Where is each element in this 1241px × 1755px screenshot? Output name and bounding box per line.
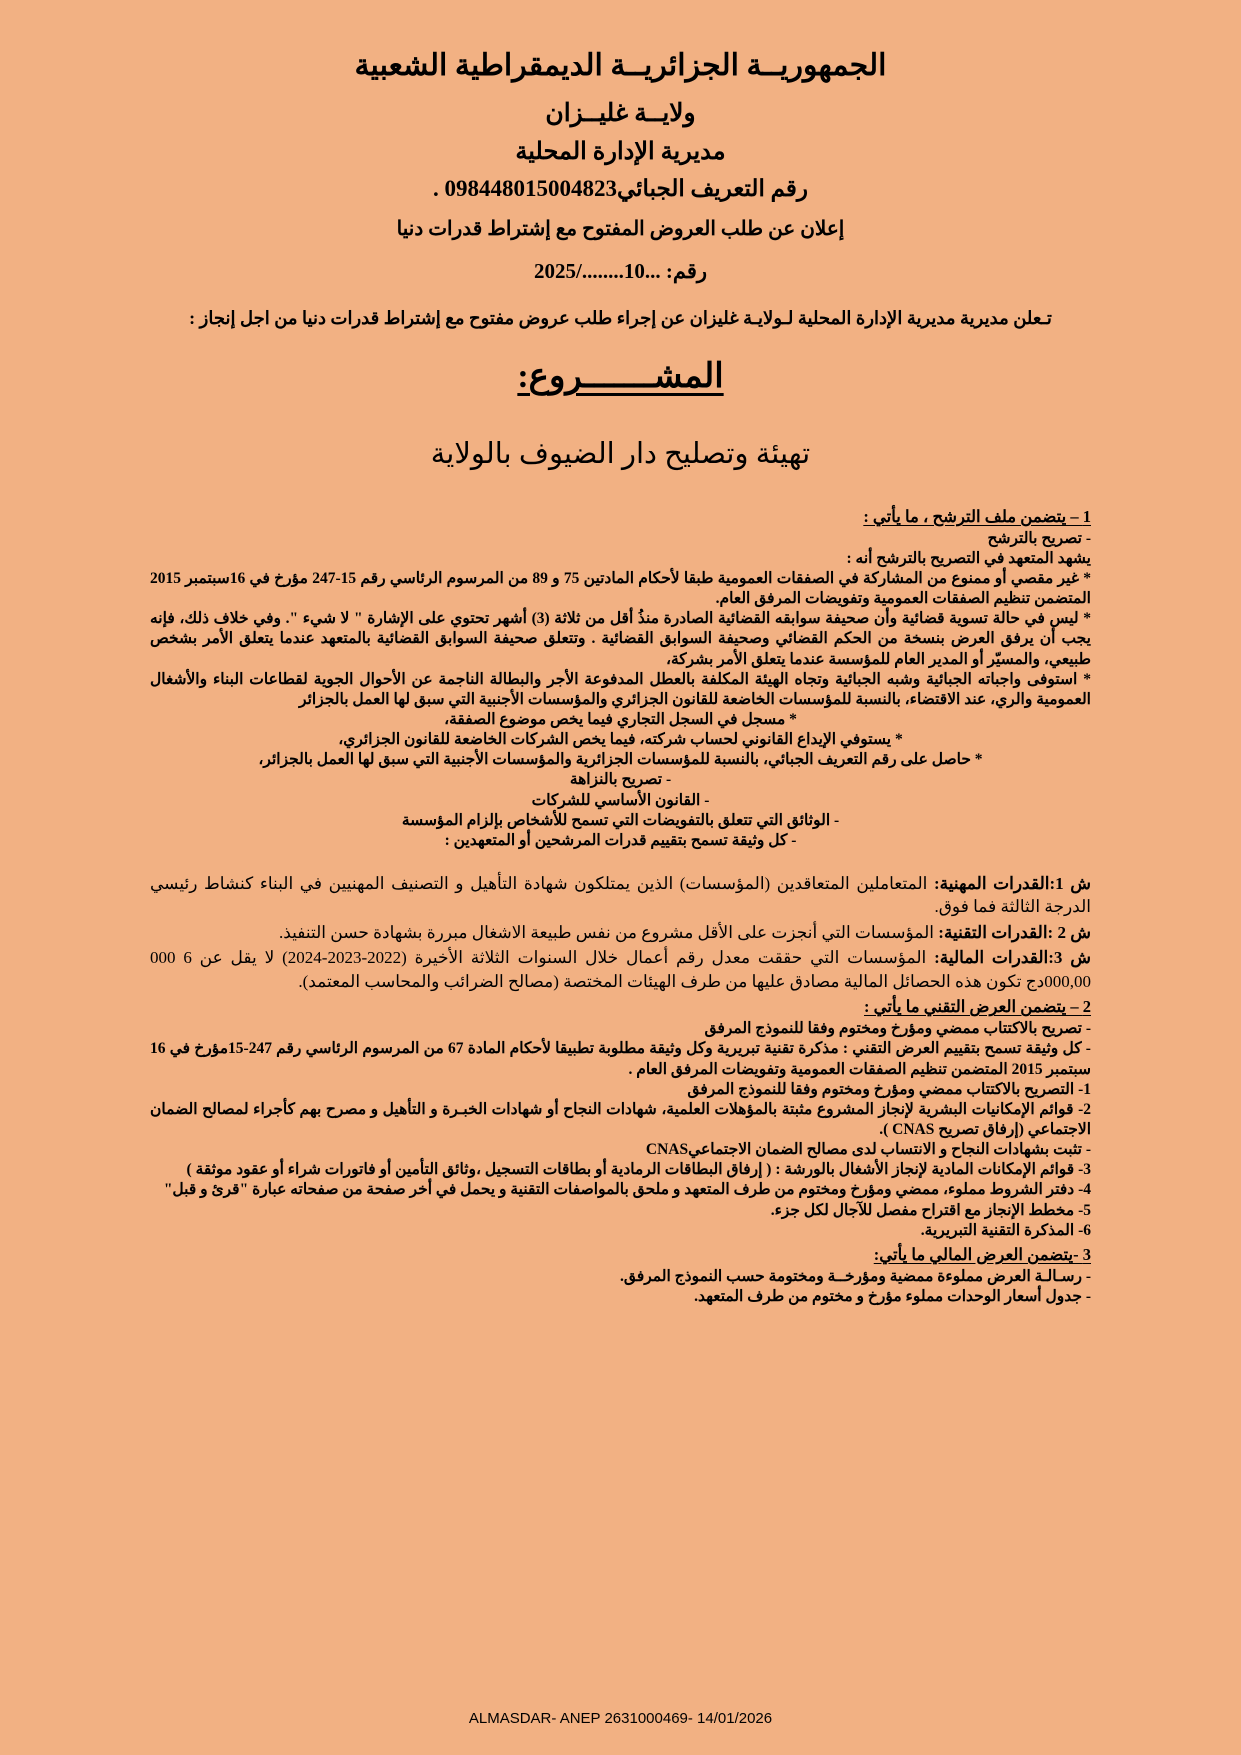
section-1-line: * حاصل على رقم التعريف الجبائي، بالنسبة للمؤسسات الجزائرية والمؤسسات الأجنبية التي سبق لها العمل بالجزائر،	[258, 751, 983, 769]
project-title: تهيئة وتصليح دار الضيوف بالولاية	[430, 438, 811, 471]
section-1	[150, 507, 1091, 851]
document-header	[150, 48, 1091, 284]
section-2	[150, 997, 1091, 1241]
section-2-line: - تصريح بالاكتتاب ممضي ومؤرخ ومختوم وفقا للنموذج المرفق	[704, 1020, 1091, 1038]
section-2-line: - تثبت بشهادات النجاح و الانتساب لدى مصالح الضمان الاجتماعيCNAS	[645, 1141, 1091, 1159]
section-3-heading: 3 -يتضمن العرض المالي ما يأتي:	[873, 1244, 1091, 1264]
section-1-heading: 1 – يتضمن ملف الترشح ، ما يأتي :	[863, 506, 1091, 526]
section-3-line: - جدول أسعار الوحدات مملوء مؤرخ و مختوم من طرف المتعهد.	[694, 1287, 1091, 1305]
qualification-criteria	[150, 872, 1091, 993]
header-republic: الجمهوريــة الجزائريــة الديمقراطية الشعبية	[354, 49, 887, 82]
criterion-technical-text: المؤسسات التي أنجزت على الأقل مشروع من نفس طبيعة الاشغال مبررة بشهادة حسن التنفيذ.	[278, 922, 939, 942]
header-directorate: مديرية الإدارة المحلية	[515, 138, 726, 165]
header-tax-id: رقم التعريف الجبائي098448015004823 .	[432, 176, 808, 202]
section-1-line: - الوثائق التي تتعلق بالتفويضات التي تسمح للأشخاص بإلزام المؤسسة	[401, 811, 840, 829]
section-2-line: 6- المذكرة التقنية التبريرية.	[920, 1221, 1091, 1239]
section-3-line: - رسـالـة العرض مملوءة ممضية ومؤرخــة ومختومة حسب النموذج المرفق.	[620, 1267, 1091, 1285]
criterion-financial	[150, 946, 1091, 993]
section-2-line: 5- مخطط الإنجاز مع اقتراح مفصل للآجال لكل جزء.	[770, 1201, 1091, 1219]
section-1-line: - كل وثيقة تسمح بتقييم قدرات المرشحين أو المتعهدين :	[444, 831, 797, 849]
section-1-line: * غير مقصي أو ممنوع من المشاركة في الصفقات العمومية طبقا لأحكام المادتين 75 و 89 من المرسوم الرئاسي رقم 15-247 مؤرخ في 16سبتمبر 2015 المتضمن تنظيم الصفقات العمومية وتفويضات المرفق العام.	[150, 570, 1091, 608]
section-2-line: 4- دفتر الشروط مملوء، ممضي ومؤرخ ومختوم من طرف المتعهد و ملحق بالمواصفات التقنية و يحمل في أخر صفحة من صفحاته عبارة "قرئ و قبل"	[163, 1181, 1091, 1199]
section-1-line: - تصريح بالنزاهة	[569, 771, 672, 789]
section-3	[150, 1245, 1091, 1307]
section-1-line: * استوفى واجباته الجبائية وشبه الجبائية وتجاه الهيئة المكلفة بالعطل المدفوعة الأجر والبطالة الناجمة عن الأحوال الجوية لقطاعات البناء والأشغال العمومية والري، عند الاقتضاء، بالنسبة للمؤسسات الخاضعة للقانون الجزائري والمؤسسات الأجنبية التي سبق لها العمل بالجزائر	[150, 670, 1091, 708]
criterion-professional-text: المتعاملين المتعاقدين (المؤسسات) الذين يمتلكون شهادة التأهيل و التصنيف المهنيين في البناء كنشاط رئيسي الدرجة الثالثة فما فوق.	[150, 873, 1091, 917]
section-1-line: * مسجل في السجل التجاري فيما يخص موضوع الصفقة،	[444, 710, 797, 728]
criterion-technical-label: ش 2 :القدرات التقنية:	[938, 922, 1091, 942]
criterion-financial-label: ش 3:القدرات المالية:	[934, 948, 1091, 968]
project-label: المشـــــــروع:	[517, 358, 724, 396]
header-wilaya: ولايــة غليــزان	[545, 99, 696, 127]
section-1-line: يشهد المتعهد في التصريح بالترشح أنه :	[846, 549, 1091, 567]
intro-paragraph: تـعلن مديرية مديرية الإدارة المحلية لـولايـة غليزان عن إجراء طلب عروض مفتوح مع إشتراط قدرات دنيا من اجل إنجاز :	[189, 308, 1052, 329]
criterion-professional	[150, 872, 1091, 919]
section-1-line: * ليس في حالة تسوية قضائية وأن صحيفة سوابقه القضائية الصادرة منذُ أقل من ثلاثة (3) أشهر تحتوي على الإشارة " لا شيء ". وفي خلاف ذلك، فإنه يجب أن يرفق العرض بنسخة من الحكم القضائي وصحيفة السوابق القضائية . وتتعلق صحيفة السوابق القضائية بالمتعهد عندما يتعلق الأمر بشخص طبيعي، والمسيّر أو المدير العام للمؤسسة عندما يتعلق الأمر بشركة،	[150, 610, 1092, 668]
header-reference-number: رقم: ...10......../2025	[534, 258, 707, 283]
criterion-technical	[150, 921, 1091, 944]
header-announcement-type: إعلان عن طلب العروض المفتوح مع إشتراط قدرات دنيا	[396, 217, 845, 240]
section-2-line: 1- التصريح بالاكتتاب ممضي ومؤرخ ومختوم وفقا للنموذج المرفق	[687, 1080, 1091, 1098]
section-1-line: - القانون الأساسي للشركات	[531, 791, 710, 809]
section-2-line: 2- قوائم الإمكانيات البشرية لإنجاز المشروع مثبتة بالمؤهلات العلمية، شهادات النجاح أو شهادات الخبـرة و التأهيل و مصرح بهم كأجراء لمصالح الضمان الاجتماعي (إرفاق تصريح CNAS ).	[150, 1100, 1091, 1138]
criterion-financial-text: المؤسسات التي حققت معدل رقم أعمال خلال السنوات الثلاثة الأخيرة (2022-2023-2024) لا يقل عن 6 000 000,00دج تكون هذه الحصائل المالية مصادق عليها من طرف الهيئات المختصة (مصالح الضرائب والمحاسب المعتمد).	[150, 948, 1091, 991]
section-2-line: 3- قوائم الإمكانات المادية لإنجاز الأشغال بالورشة : ( إرفاق البطاقات الرمادية أو بطاقات التسجيل ،وثائق التأمين أو فاتورات شراء أو عقود موثقة )	[186, 1161, 1091, 1179]
criterion-professional-label: ش 1:القدرات المهنية:	[933, 873, 1091, 893]
section-1-line: - تصريح بالترشح	[987, 529, 1091, 547]
section-1-line: * يستوفي الإيداع القانوني لحساب شركته، فيما يخص الشركات الخاضعة للقانون الجزائري،	[338, 731, 903, 749]
section-2-line: - كل وثيقة تسمح بتقييم العرض التقني : مذكرة تقنية تبريرية وكل وثيقة مطلوبة تطبيقا لأحكام المادة 67 من المرسوم الرئاسي رقم 247-15مؤرخ في 16 سبتمبر 2015 المتضمن تنظيم الصفقات العمومية وتفويضات المرفق العام .	[150, 1040, 1091, 1078]
section-2-heading: 2 – يتضمن العرض التقني ما يأتي :	[864, 997, 1091, 1017]
page-footer: ALMASDAR- ANEP 2631000469- 14/01/2026	[468, 1710, 773, 1727]
